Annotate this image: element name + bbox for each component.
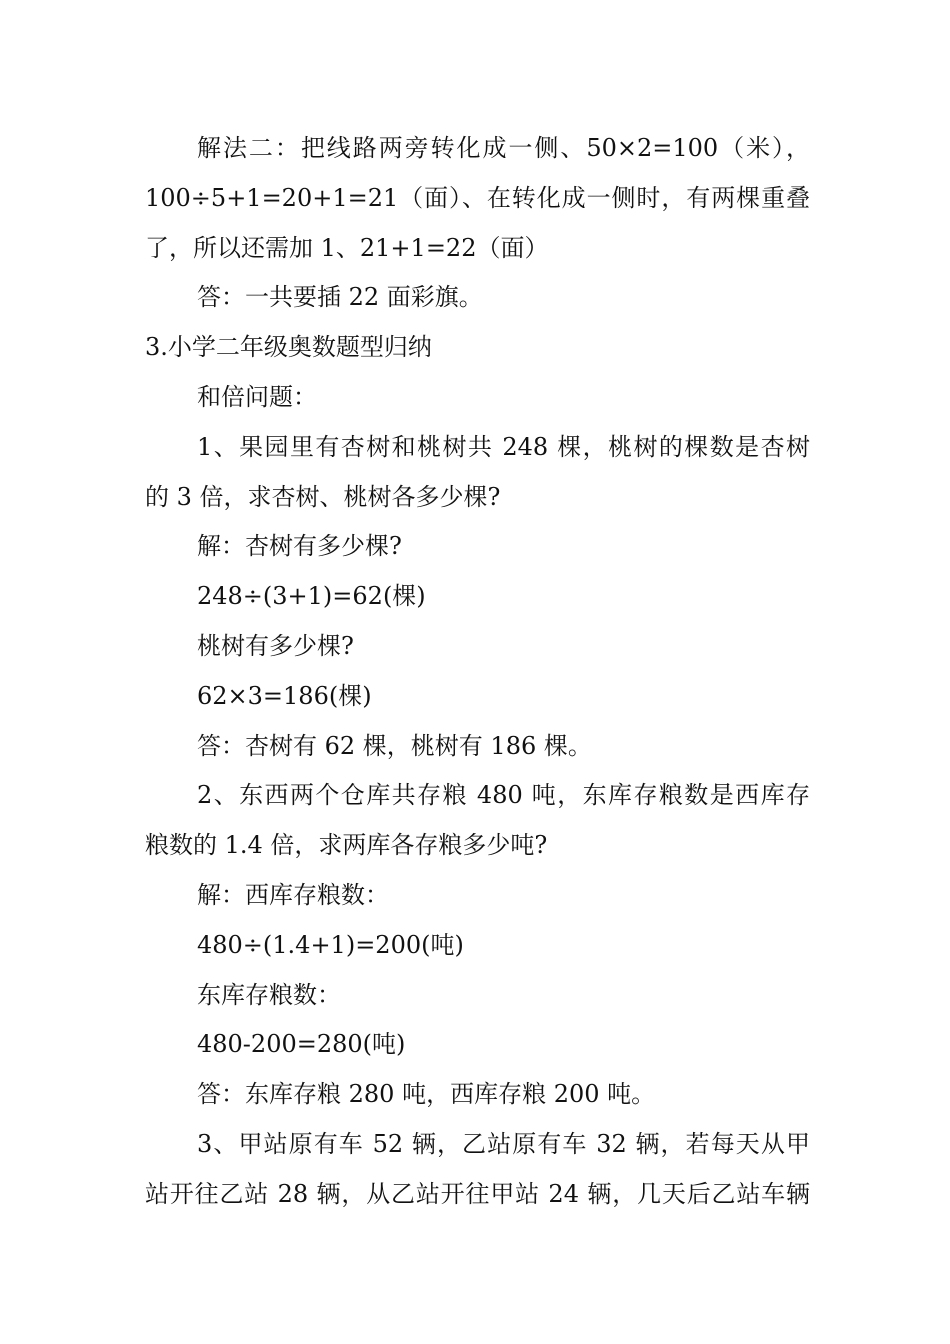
solution-line: 桃树有多少棵?: [197, 631, 354, 660]
solution-line: 东库存粮数：: [197, 980, 341, 1009]
equation-line: 480-200=280(吨): [197, 1030, 406, 1059]
equation-line: 248÷(3+1)=62(棵): [197, 582, 426, 611]
problem-line: 站开往乙站 28 辆，从乙站开往甲站 24 辆，几天后乙站车辆: [145, 1179, 810, 1208]
solution-line: 解：杏树有多少棵?: [197, 532, 402, 561]
answer-line: 答：一共要插 22 面彩旗。: [197, 283, 483, 312]
equation-line: 62×3=186(棵): [197, 681, 372, 710]
text-line: 解法二：把线路两旁转化成一侧、50×2=100（米），: [197, 134, 810, 162]
answer-line: 答：杏树有 62 棵，桃树有 186 棵。: [197, 731, 592, 760]
text-line: 了，所以还需加 1、21+1=22（面）: [145, 233, 549, 262]
problem-line: 3、甲站原有车 52 辆，乙站原有车 32 辆，若每天从甲: [197, 1129, 810, 1158]
problem-line: 的 3 倍，求杏树、桃树各多少棵?: [145, 482, 501, 511]
answer-line: 答：东库存粮 280 吨，西库存粮 200 吨。: [197, 1080, 656, 1109]
section-heading: 3.小学二年级奥数题型归纳: [145, 333, 432, 362]
solution-line: 解：西库存粮数：: [197, 880, 389, 909]
subsection-heading: 和倍问题：: [197, 382, 317, 411]
document-body: [145, 124, 810, 1220]
problem-line: 1、果园里有杏树和桃树共 248 棵，桃树的棵数是杏树: [197, 432, 810, 461]
problem-line: 2、东西两个仓库共存粮 480 吨，东库存粮数是西库存: [197, 781, 810, 810]
equation-line: 480÷(1.4+1)=200(吨): [197, 930, 464, 959]
text-line: 100÷5+1=20+1=21（面）、在转化成一侧时，有两棵重叠: [145, 183, 810, 212]
problem-line: 粮数的 1.4 倍，求两库各存粮多少吨?: [145, 831, 548, 860]
